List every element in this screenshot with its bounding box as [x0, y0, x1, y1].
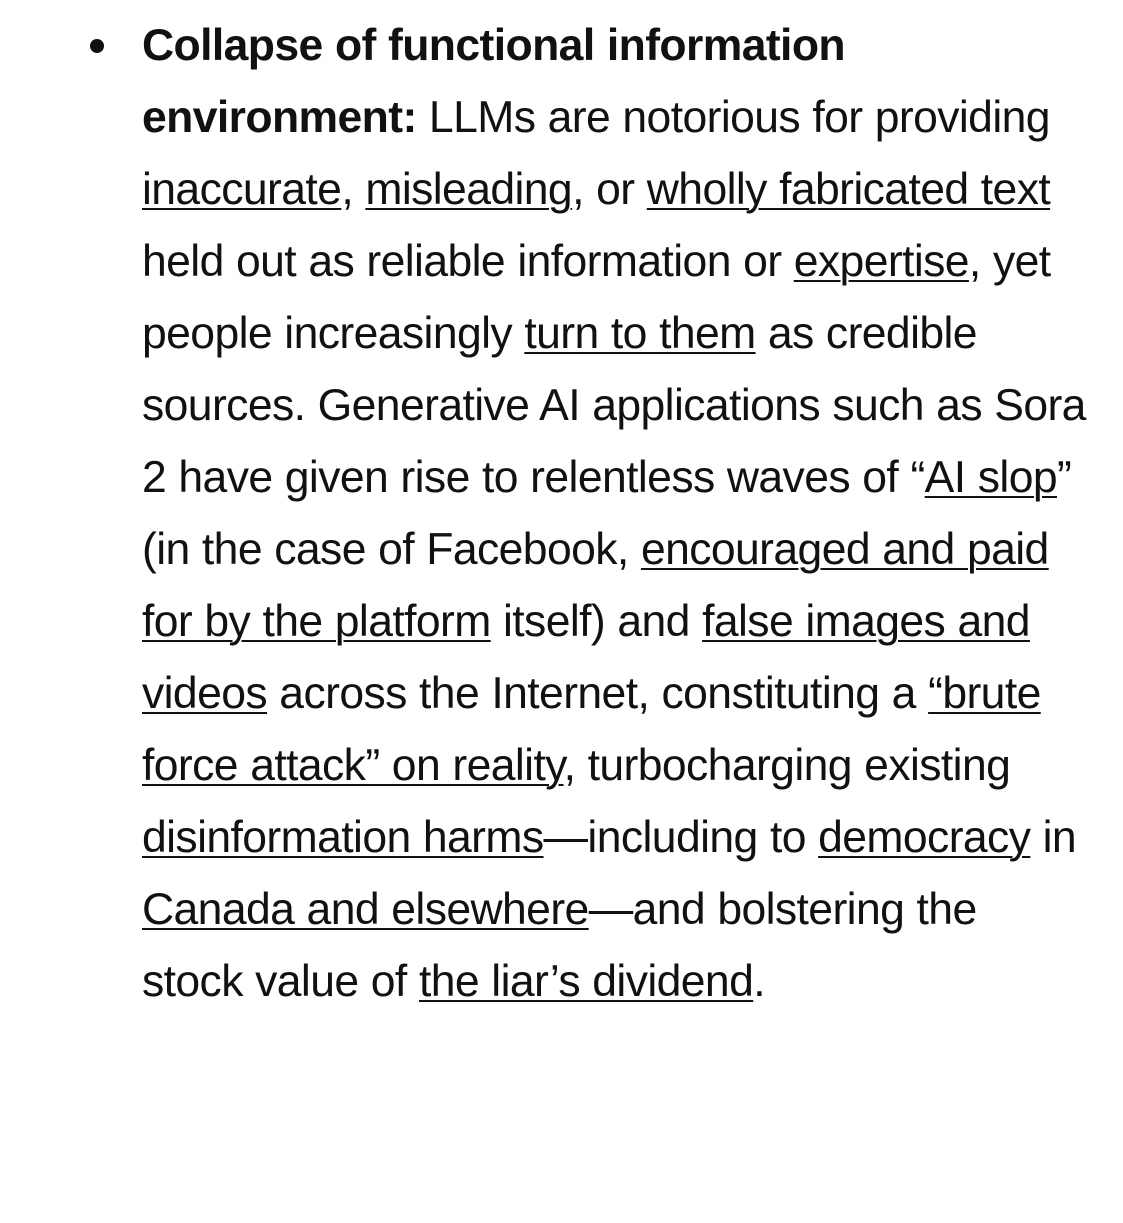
link-brute-force-attack[interactable]: “brute force attack” on reality	[142, 669, 1041, 790]
link-misleading[interactable]: misleading	[365, 165, 573, 214]
body-text: ” (in the case of Facebook,	[142, 453, 1072, 574]
link-wholly-fabricated-text[interactable]: wholly fabricated text	[646, 165, 1051, 214]
link-encouraged-and-paid[interactable]: encouraged and paid for by the platform	[142, 525, 1049, 646]
body-text: —and bolstering the stock value of	[142, 885, 977, 1006]
link-false-images-and-videos[interactable]: false images and videos	[142, 597, 1030, 718]
link-disinformation-harms[interactable]: disinformation harms	[142, 813, 544, 862]
body-text: in	[1030, 813, 1077, 862]
body-text: LLMs are notorious for providing	[416, 93, 1050, 142]
body-text: , turbocharging existing	[563, 741, 1011, 790]
body-text: as credible sources. Generative AI applications such as Sora 2 have given rise to relentless waves of “	[142, 309, 1086, 502]
body-text: , yet people increasingly	[142, 237, 1051, 358]
link-turn-to-them[interactable]: turn to them	[524, 309, 756, 358]
link-liars-dividend[interactable]: the liar’s dividend	[418, 957, 754, 1006]
body-text: held out as reliable information or	[142, 237, 794, 286]
body-text: ,	[341, 165, 366, 214]
body-text: —including to	[543, 813, 819, 862]
body-text: itself) and	[490, 597, 703, 646]
link-ai-slop[interactable]: AI slop	[924, 453, 1058, 502]
body-text: , or	[572, 165, 647, 214]
body-text: .	[753, 957, 765, 1006]
link-expertise[interactable]: expertise	[793, 237, 969, 286]
link-democracy[interactable]: democracy	[818, 813, 1031, 862]
list-item	[142, 10, 1087, 1018]
link-inaccurate[interactable]: inaccurate	[142, 165, 342, 214]
link-canada-and-elsewhere[interactable]: Canada and elsewhere	[142, 885, 589, 934]
bullet-dot-icon	[90, 39, 104, 53]
body-text: across the Internet, constituting a	[267, 669, 929, 718]
bold-lead-text: Collapse of functional information environment:	[142, 21, 845, 142]
